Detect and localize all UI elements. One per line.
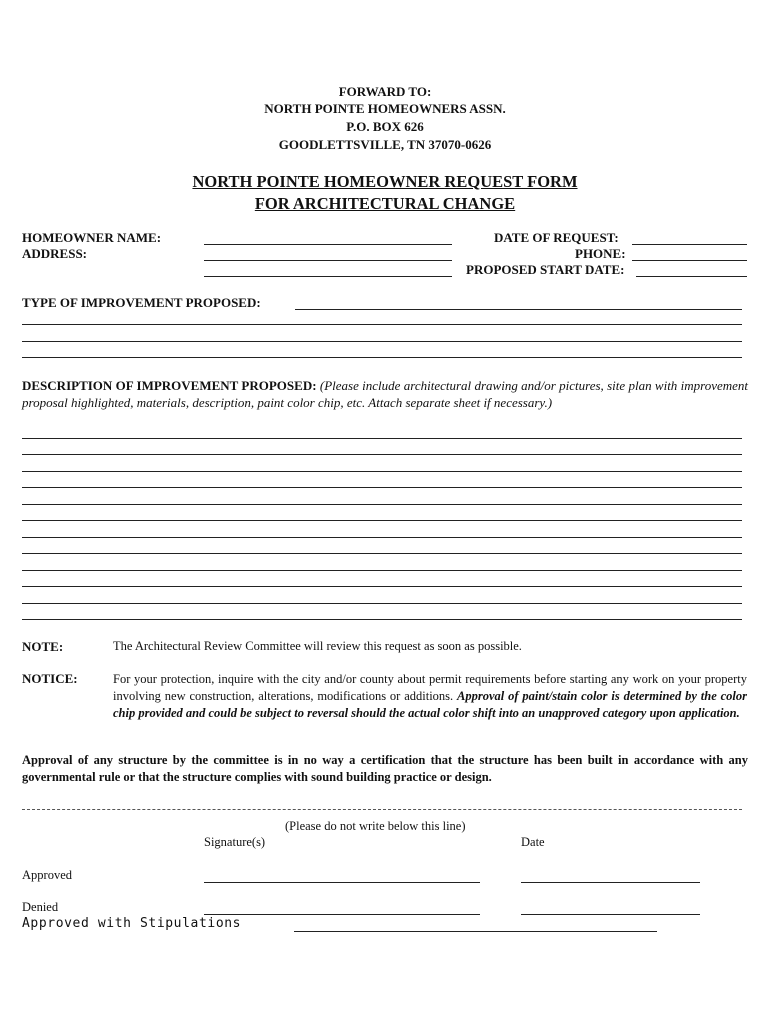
notice-block [113,671,747,722]
denied-signature-field[interactable] [204,914,480,915]
form-title-line1: NORTH POINTE HOMEOWNER REQUEST FORM [192,172,578,191]
description-line-12[interactable] [22,619,742,620]
denied-date-field[interactable] [521,914,700,915]
description-line-4[interactable] [22,487,742,488]
description-line-3[interactable] [22,471,742,472]
description-line-2[interactable] [22,454,742,455]
description-instructions: (Please include architectural drawing and/or pictures, site plan with improvement proposal highlighted, materials, description, paint color chip, etc. Attach separate sheet if necessary.) [22,378,749,410]
note-label: NOTE: [22,639,64,654]
date-of-request-field[interactable] [632,244,747,245]
type-of-improvement-label: TYPE OF IMPROVEMENT PROPOSED: [22,295,261,310]
notice-text: For your protection, inquire with the city and/or county about permit requirements before starting any work on your property involving new construction, alterations, modifications or additions. [113,672,747,703]
proposed-start-date-label: PROPOSED START DATE: [466,262,625,277]
city-state-zip: GOODLETTSVILLE, TN 37070-0626 [278,137,492,152]
approved-signature-field[interactable] [204,882,480,883]
description-line-7[interactable] [22,537,742,538]
notice-emphasis: Approval of paint/stain color is determined by the color chip provided and could be subject to reversal should the actual color shift into an unapproved category upon application. [113,689,747,720]
approved-date-field[interactable] [521,882,700,883]
phone-field[interactable] [632,260,747,261]
association-name: NORTH POINTE HOMEOWNERS ASSN. [264,101,506,116]
proposed-start-date-field[interactable] [636,276,747,277]
po-box: P.O. BOX 626 [346,119,424,134]
address-field-line2[interactable] [204,276,452,277]
denied-label: Denied [22,900,59,914]
signature-header: Signature(s) [204,835,266,849]
description-line-1[interactable] [22,438,742,439]
type-line-2[interactable] [22,341,742,342]
stipulations-field[interactable] [294,931,657,932]
approval-statement: Approval of any structure by the committee is in no way a certification that the structure has been built in accordance with any governmental rule or that the structure complies with sound building practice or design. [22,753,748,784]
form-title-line2: FOR ARCHITECTURAL CHANGE [254,194,516,213]
date-header: Date [521,835,545,849]
date-of-request-label: DATE OF REQUEST: [494,230,619,245]
description-line-5[interactable] [22,504,742,505]
address-label: ADDRESS: [22,246,88,261]
type-of-improvement-field[interactable] [295,309,742,310]
homeowner-name-label: HOMEOWNER NAME: [22,230,162,245]
description-line-10[interactable] [22,586,742,587]
do-not-write-instruction: (Please do not write below this line) [285,819,466,833]
description-block [22,377,748,411]
cut-line [22,809,742,810]
description-line-9[interactable] [22,570,742,571]
description-line-8[interactable] [22,553,742,554]
approved-label: Approved [22,868,72,882]
type-line-3[interactable] [22,357,742,358]
homeowner-name-field[interactable] [204,244,452,245]
description-line-6[interactable] [22,520,742,521]
phone-label: PHONE: [575,246,626,261]
forward-to-line: FORWARD TO: [338,84,432,99]
type-line-1[interactable] [22,324,742,325]
approved-with-stipulations-label: Approved with Stipulations [22,916,242,931]
description-line-11[interactable] [22,603,742,604]
description-label: DESCRIPTION OF IMPROVEMENT PROPOSED: [22,378,317,393]
notice-label: NOTICE: [22,671,78,686]
note-text: The Architectural Review Committee will review this request as soon as possible. [113,639,522,653]
address-field-line1[interactable] [204,260,452,261]
